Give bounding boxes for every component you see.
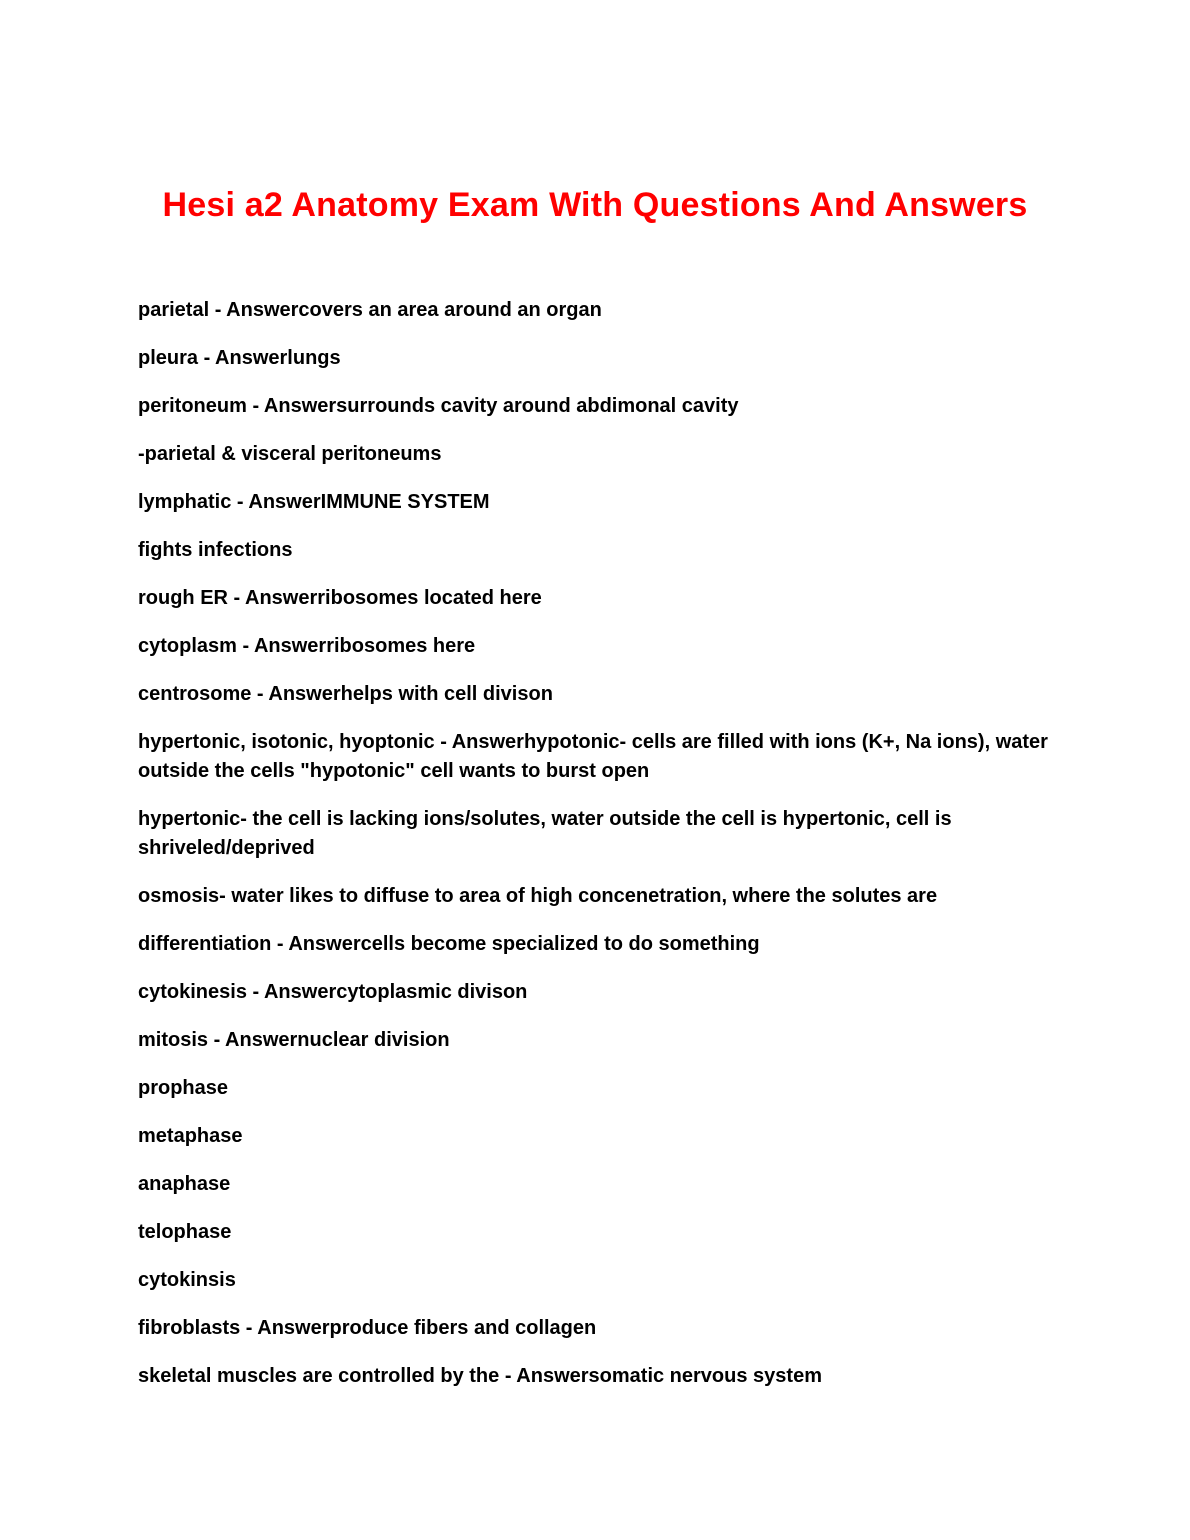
qa-line: mitosis - Answernuclear division xyxy=(138,1029,450,1051)
qa-line: cytokinesis - Answercytoplasmic divison xyxy=(138,981,528,1003)
qa-line: metaphase xyxy=(138,1125,243,1147)
qa-line: differentiation - Answercells become specialized to do something xyxy=(138,933,760,955)
qa-line: -parietal & visceral peritoneums xyxy=(138,443,442,465)
qa-line: hypertonic, isotonic, hyoptonic - Answerhypotonic- cells are filled with ions (K+, Na ions), water outside the cells "hypotonic" cell wants to burst open xyxy=(138,731,1048,782)
qa-line: osmosis- water likes to diffuse to area of high concenetration, where the solutes are xyxy=(138,885,938,907)
qa-line: skeletal muscles are controlled by the - Answersomatic nervous system xyxy=(138,1365,822,1387)
qa-line: parietal - Answercovers an area around an organ xyxy=(138,299,602,321)
qa-line: centrosome - Answerhelps with cell divison xyxy=(138,683,553,705)
qa-line: pleura - Answerlungs xyxy=(138,347,341,369)
qa-line: fibroblasts - Answerproduce fibers and collagen xyxy=(138,1317,597,1339)
qa-line: cytoplasm - Answerribosomes here xyxy=(138,635,476,657)
qa-line: telophase xyxy=(138,1221,232,1243)
qa-line: rough ER - Answerribosomes located here xyxy=(138,587,542,609)
qa-line: peritoneum - Answersurrounds cavity around abdimonal cavity xyxy=(138,395,739,417)
document-title: Hesi a2 Anatomy Exam With Questions And Answers xyxy=(162,186,1028,224)
qa-line: lymphatic - AnswerIMMUNE SYSTEM xyxy=(138,491,490,513)
qa-line: prophase xyxy=(138,1077,229,1099)
qa-line: cytokinsis xyxy=(138,1269,236,1291)
qa-line: hypertonic- the cell is lacking ions/solutes, water outside the cell is hypertonic, cell is shriveled/deprived xyxy=(138,808,952,859)
qa-line: fights infections xyxy=(138,539,293,561)
qa-line: anaphase xyxy=(138,1173,231,1195)
qa-list xyxy=(138,296,1068,1410)
